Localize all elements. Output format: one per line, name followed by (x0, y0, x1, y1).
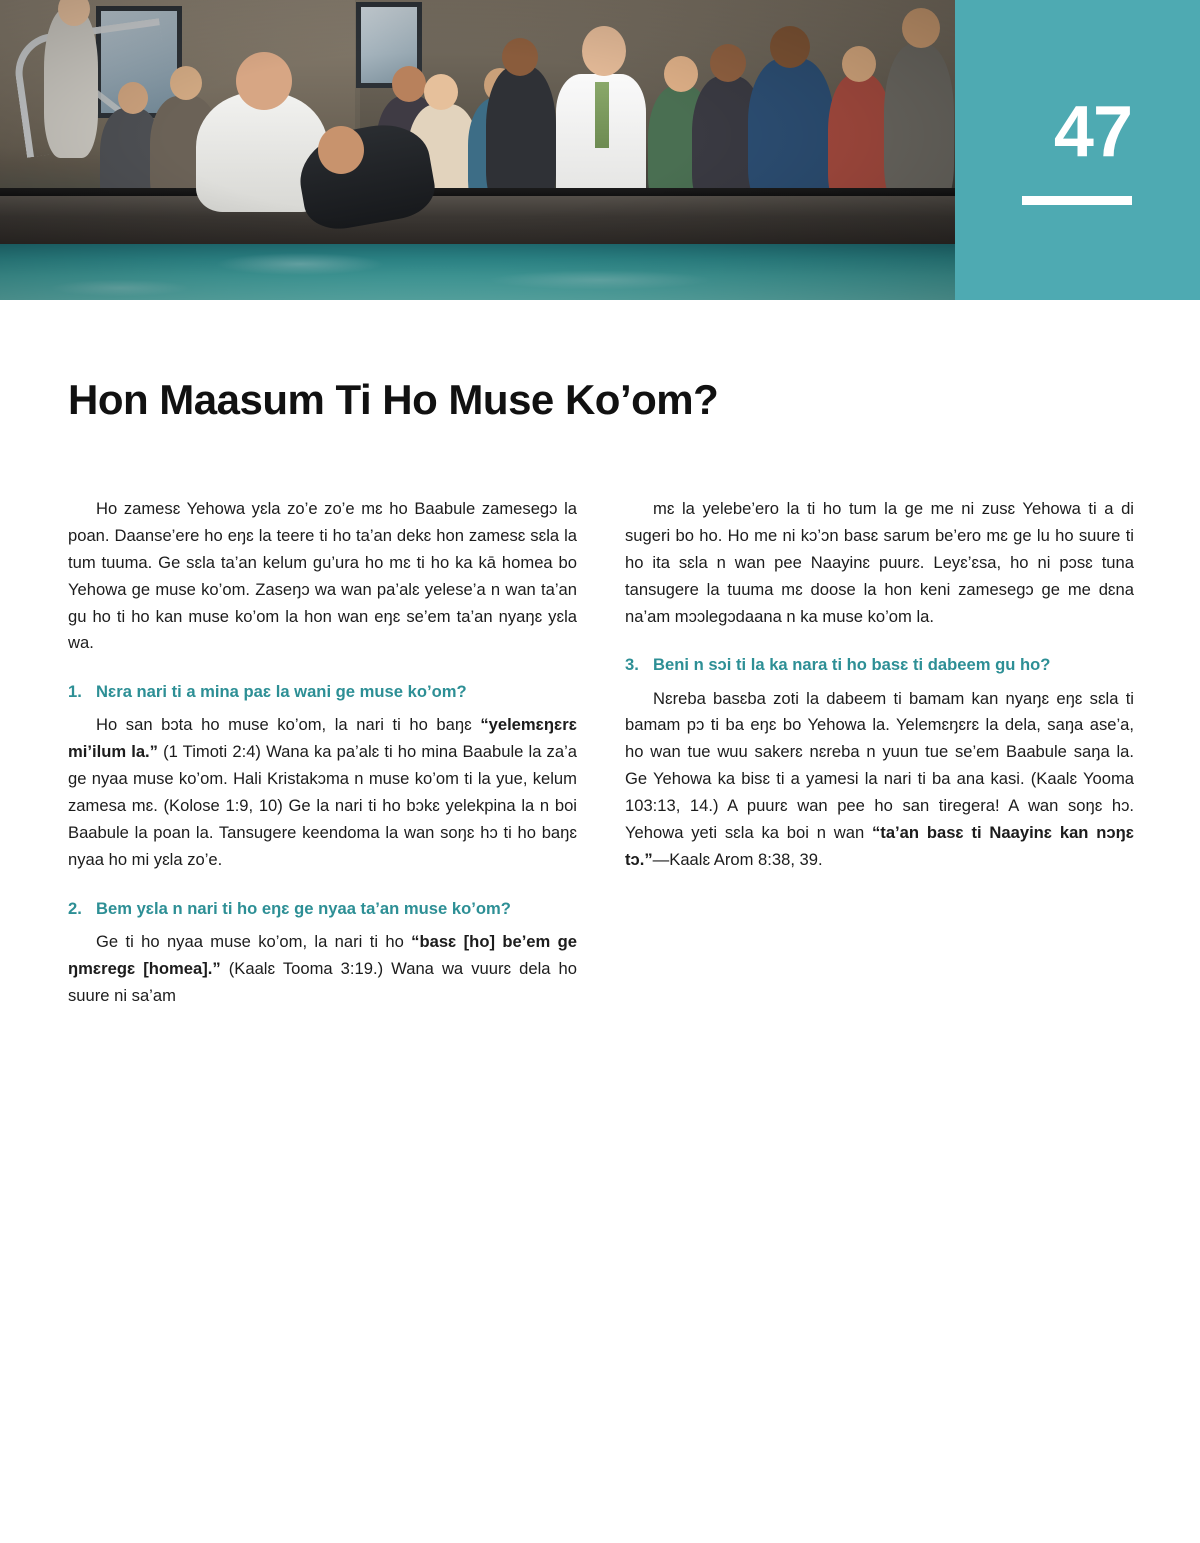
intro-paragraph-2: mɛ la yelebe’ero la ti ho tum la ge me ni zusɛ Yehowa ti a di sugeri bo ho. Ho me ni kɔ’ɔn basɛ sarum be’ero mɛ ge lu ho suure ti ho ita sɛla n wan pee Naayinɛ puurɛ. Leyɛ’ɛsa, ho ni pɔsɛ tuna tansugere la tuuma mɛ doose la hon keni zamesegɔ ge me dɛna na’am mɔɔlegɔdaana n ka muse ko’om la. (625, 499, 1134, 626)
column-left (68, 496, 577, 1026)
page-title: Hon Maasum Ti Ho Muse Ko’om? (68, 376, 719, 424)
question-item-2 (68, 896, 577, 921)
article-columns (68, 496, 1134, 1026)
lesson-number-underline (1022, 196, 1132, 205)
question-number-2: 2. (68, 898, 82, 918)
question-number-3: 3. (625, 655, 639, 675)
lesson-number-block (955, 0, 1200, 300)
lesson-number: 47 (1053, 92, 1132, 172)
question-number-1: 1. (68, 682, 82, 702)
baptism-photo (0, 0, 955, 300)
intro-paragraph-1: Ho zamesɛ Yehowa yɛla zo’e zo’e mɛ ho Baabule zamesegɔ la poan. Daanse’ere ho eŋɛ la teere ti ho ta’an dekɛ hon zamesɛ sɛla la tum tuuma. Ge sɛla ta’an kelum gu’ura ho mɛ ti ho ka kā homea bo Yehowa ge muse ko’om. Zaseŋɔ wa wan pa’alɛ yelese’a n wan ta’an gu ho ti ho kan muse ko’om la hon wan eŋɛ se’em ta’an nyaŋɛ yɛla wa. (68, 499, 577, 653)
answer-text-3: Nɛreba basɛba zoti la dabeem ti bamam kan nyaŋɛ eŋɛ sɛla ti bamam pɔ ti ba eŋɛ bo Yehowa la. Yelemɛŋɛrɛ la dela, saŋa ase’a, ho wan tue wuu sakerɛ nɛreba n yuun tue se’em Baabule saŋa la. Ge Yehowa ka bisɛ ti a yamesi la nari ti ba ana kasi. (Kaalɛ Yooma 103:13, 14.) A puurɛ wan pee ho san tiregera! A wan soŋɛ hɔ. Yehowa yeti sɛla ka boi n wan “ta’an basɛ ti Naayinɛ kan nɔŋɛ tɔ.”—Kaalɛ Arom 8:38, 39. (625, 688, 1134, 869)
column-right (625, 496, 1134, 1026)
question-text-1: Nɛra nari ti a mina paɛ la wani ge muse ko’om? (96, 682, 467, 702)
answer-text-1: Ho san bɔta ho muse ko’om, la nari ti ho baŋɛ “yelemɛŋɛrɛ mi’ilum la.” (1 Timoti 2:4) Wana ka pa’alɛ ti ho mina Baabule la za’a ge nyaa muse ko’om. Hali Kristakɔma n muse ko’om ti la yue, kelum zamesa mɛ. (Kolose 1:9, 10) Ge la nari ti ho bɔkɛ yelekpina la n boi Baabule la poan la. Tansugere keendoma la wan soŋɛ hɔ ti ho baŋɛ nyaa ho mi yɛla zo’e. (68, 715, 577, 869)
question-text-2: Bem yɛla n nari ti ho eŋɛ ge nyaa ta’an muse ko’om? (96, 898, 511, 918)
question-item-3 (625, 652, 1134, 677)
question-item-1 (68, 679, 577, 704)
question-text-3: Beni n sɔi ti la ka nara ti ho basɛ ti dabeem gu ho? (653, 655, 1051, 675)
photo-vignette (0, 0, 955, 300)
page-header (0, 0, 1200, 300)
answer-text-2: Ge ti ho nyaa muse ko’om, la nari ti ho “basɛ [ho] be’em ge ŋmɛregɛ [homea].” (Kaalɛ Tooma 3:19.) Wana wa vuurɛ dela ho suure ni sa’am (68, 931, 578, 1005)
